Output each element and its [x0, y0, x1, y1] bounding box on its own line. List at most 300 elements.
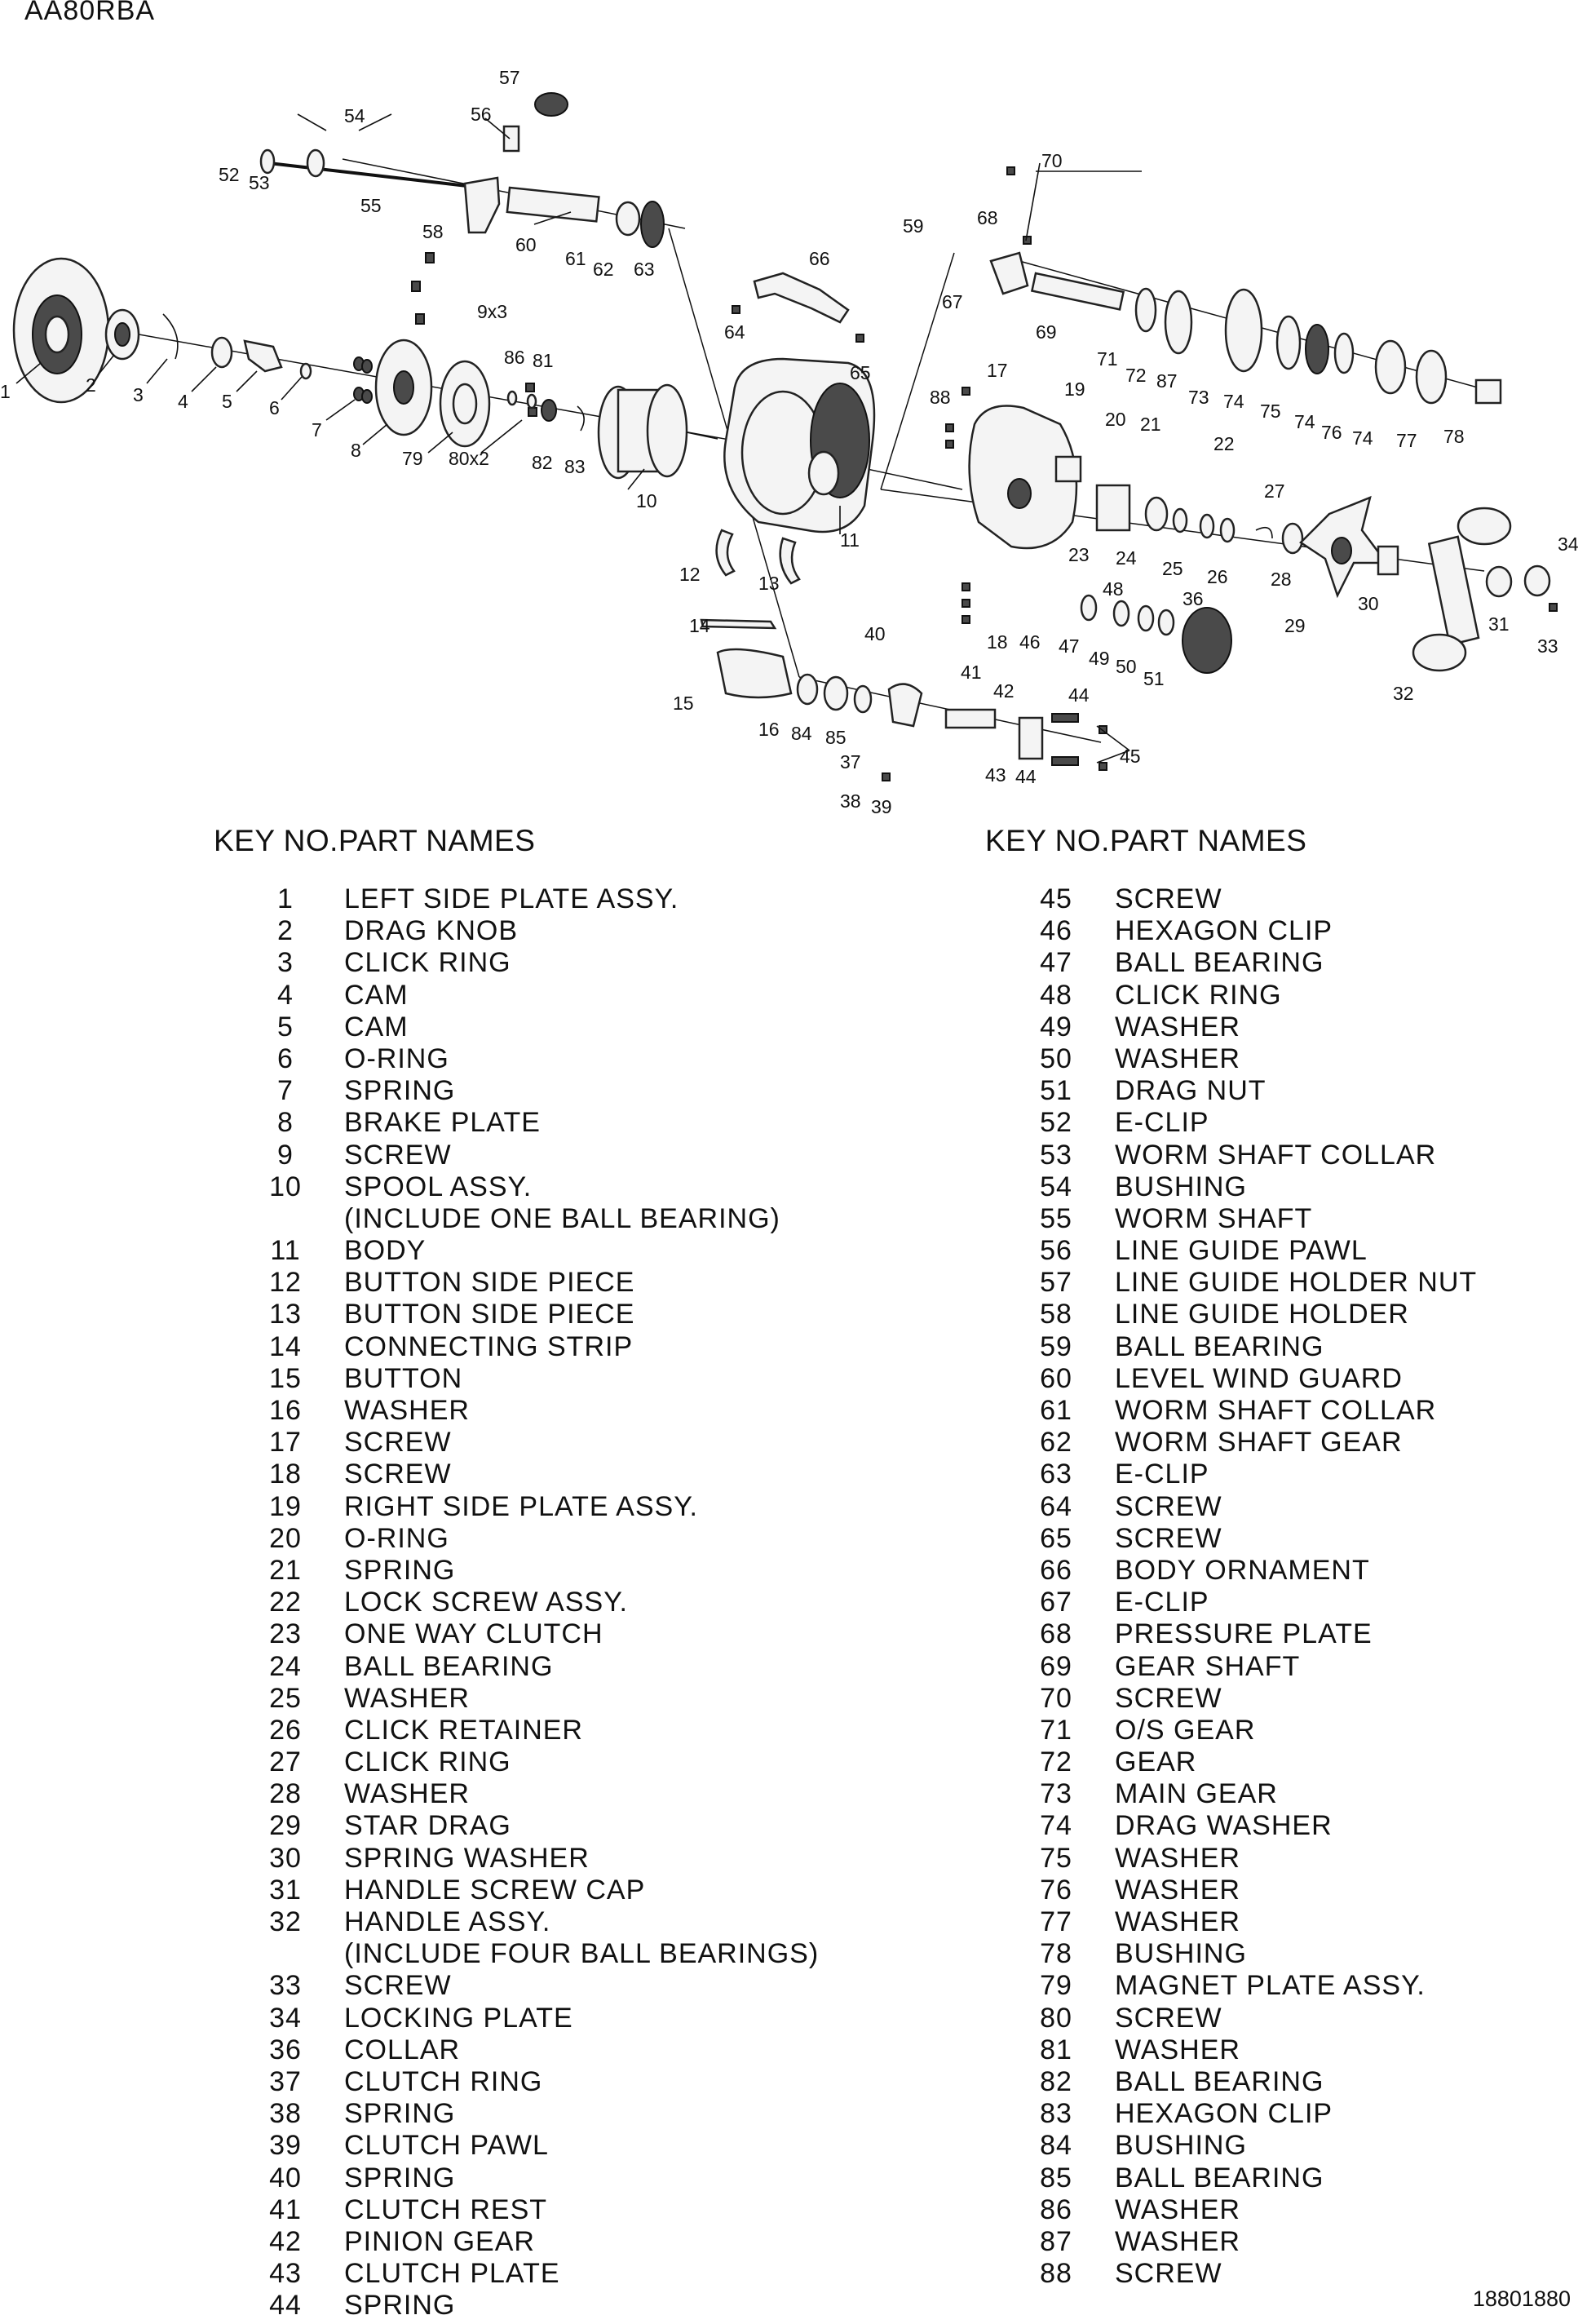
part-name: LOCK SCREW ASSY. — [344, 1587, 628, 1618]
diagram-label: 6 — [269, 397, 280, 418]
part-name: BALL BEARING — [1115, 2162, 1324, 2193]
diagram-label: 57 — [499, 67, 520, 88]
part-number: 64 — [1040, 1490, 1072, 1522]
part-screws-9 — [412, 253, 434, 324]
diagram-label: 1 — [0, 381, 11, 402]
diagram-label: 3 — [133, 384, 144, 405]
part-number: 13 — [269, 1299, 302, 1330]
part-number: 40 — [269, 2162, 302, 2193]
diagram-label: 85 — [825, 727, 847, 748]
part-name: WASHER — [1115, 1842, 1240, 1874]
part-drag-washers — [1277, 317, 1501, 403]
part-name: WASHER — [1115, 1011, 1240, 1042]
part-name: HANDLE ASSY. — [344, 1906, 551, 1937]
diagram-label: 53 — [249, 172, 270, 193]
part-number: 46 — [1040, 915, 1072, 947]
diagram-label: 48 — [1103, 578, 1124, 600]
part-number: 59 — [1040, 1330, 1072, 1362]
diagram-label: 68 — [977, 207, 998, 228]
part-name: LEFT SIDE PLATE ASSY. — [344, 883, 679, 914]
part-number: 32 — [269, 1906, 302, 1937]
part-name: LINE GUIDE HOLDER — [1115, 1299, 1409, 1330]
part-number: 27 — [269, 1746, 302, 1778]
diagram-label: 29 — [1284, 615, 1306, 636]
part-number: 47 — [1040, 947, 1072, 979]
part-drag-nut — [1183, 608, 1231, 673]
part-name: CONNECTING STRIP — [344, 1330, 634, 1362]
part-number: 69 — [1040, 1650, 1072, 1682]
diagram-label: 32 — [1393, 683, 1414, 704]
part-number: 29 — [269, 1810, 302, 1842]
part-name: BALL BEARING — [1115, 2065, 1324, 2097]
diagram-label: 49 — [1089, 648, 1110, 669]
part-number: 33 — [269, 1970, 302, 2002]
part-washers-81-86 — [508, 392, 536, 408]
part-name: BRAKE PLATE — [344, 1107, 541, 1139]
part-name: CLUTCH REST — [344, 2193, 548, 2225]
diagram-label: 78 — [1443, 426, 1465, 447]
part-o-ring — [301, 364, 311, 378]
diagram-label: 81 — [533, 350, 554, 371]
diagram-label: 65 — [850, 362, 871, 383]
part-number: 62 — [1040, 1427, 1072, 1459]
diagram-label: 63 — [634, 259, 655, 280]
diagram-label: 58 — [422, 221, 444, 242]
diagram-label: 25 — [1162, 558, 1183, 579]
diagram-label: 7 — [312, 419, 322, 440]
diagram-label: 45 — [1120, 746, 1141, 767]
part-washer-28 — [1283, 524, 1302, 553]
diagram-label: 51 — [1143, 668, 1165, 689]
part-number: 49 — [1040, 1011, 1072, 1042]
diagram-label: 22 — [1213, 433, 1235, 454]
part-cam-5 — [245, 341, 281, 371]
part-name: MAIN GEAR — [1115, 1778, 1278, 1810]
part-name: CLICK RING — [344, 1746, 511, 1778]
part-name: BUTTON — [344, 1362, 463, 1394]
diagram-label: 67 — [942, 291, 963, 312]
diagram-label: 37 — [840, 751, 861, 772]
part-number: 66 — [1040, 1554, 1072, 1586]
part-star-drag — [1301, 498, 1386, 595]
part-number: 1 — [277, 883, 294, 914]
part-number: 37 — [269, 2065, 302, 2097]
diagram-label: 73 — [1188, 387, 1209, 408]
diagram-label: 66 — [809, 248, 830, 269]
part-name: BUSHING — [1115, 2130, 1247, 2162]
part-name: HEXAGON CLIP — [1115, 2098, 1333, 2130]
part-number: 81 — [1040, 2034, 1072, 2065]
part-number: 77 — [1040, 1906, 1072, 1937]
part-number: 14 — [269, 1330, 302, 1362]
part-name: COLLAR — [344, 2034, 461, 2065]
part-name: BALL BEARING — [1115, 947, 1324, 979]
part-name: GEAR SHAFT — [1115, 1650, 1301, 1682]
part-number: 10 — [269, 1171, 302, 1202]
part-handle-screw-cap — [1487, 567, 1511, 596]
part-body — [724, 359, 874, 532]
part-washers-47-50 — [1081, 595, 1174, 635]
part-body-ornament — [754, 273, 848, 322]
diagram-label: 9x3 — [477, 301, 508, 322]
part-springs-7 — [354, 357, 372, 403]
diagram-label: 44 — [1015, 766, 1037, 787]
part-number: 55 — [1040, 1202, 1072, 1234]
part-number: 88 — [1040, 2258, 1072, 2290]
part-name: BODY ORNAMENT — [1115, 1554, 1370, 1586]
part-number: 3 — [277, 947, 294, 979]
diagram-label: 46 — [1019, 631, 1041, 653]
part-number: 18 — [269, 1459, 302, 1490]
part-number: 25 — [269, 1682, 302, 1714]
diagram-label: 86 — [504, 347, 525, 368]
part-number: 30 — [269, 1842, 302, 1874]
part-bearing-82 — [542, 400, 556, 421]
part-name: MAGNET PLATE ASSY. — [1115, 1970, 1426, 2002]
diagram-label: 71 — [1097, 348, 1118, 370]
part-name: BUSHING — [1115, 1171, 1247, 1202]
part-number: 44 — [269, 2290, 302, 2322]
part-number: 78 — [1040, 1938, 1072, 1970]
part-name: O-RING — [344, 1042, 449, 1074]
part-number: 51 — [1040, 1075, 1072, 1107]
part-number: 7 — [277, 1075, 294, 1107]
part-pressure-plate — [991, 253, 1028, 294]
part-note: (INCLUDE FOUR BALL BEARINGS) — [344, 1938, 820, 1970]
part-name: SCREW — [344, 1139, 452, 1171]
part-name: CLICK RETAINER — [344, 1714, 583, 1746]
diagram-label: 52 — [219, 164, 240, 185]
part-name: BALL BEARING — [1115, 1330, 1324, 1362]
part-name: SCREW — [1115, 2258, 1222, 2290]
part-name: HEXAGON CLIP — [1115, 915, 1333, 947]
diagram-label: 30 — [1358, 593, 1379, 614]
diagram-label: 27 — [1264, 480, 1285, 502]
part-number: 17 — [269, 1427, 302, 1459]
part-name: WASHER — [1115, 2193, 1240, 2225]
diagram-label: 16 — [758, 719, 780, 740]
diagram-label: 87 — [1156, 370, 1178, 392]
part-number: 60 — [1040, 1362, 1072, 1394]
part-name: SPRING — [344, 2290, 456, 2322]
document-number: 18801880 — [1472, 2286, 1571, 2311]
part-number: 53 — [1040, 1139, 1072, 1171]
diagram-label: 88 — [930, 387, 951, 408]
part-number: 42 — [269, 2225, 302, 2257]
part-button — [718, 649, 791, 697]
part-name: DRAG WASHER — [1115, 1810, 1333, 1842]
part-number: 15 — [269, 1362, 302, 1394]
part-name: CAM — [344, 979, 409, 1011]
part-number: 6 — [277, 1042, 294, 1074]
diagram-label: 75 — [1260, 401, 1281, 422]
part-number: 84 — [1040, 2130, 1072, 2162]
part-note: (INCLUDE ONE BALL BEARING) — [344, 1202, 780, 1234]
diagram-label: 64 — [724, 321, 745, 343]
part-number: 5 — [277, 1011, 294, 1042]
diagram-label: 83 — [564, 456, 586, 477]
part-number: 68 — [1040, 1618, 1072, 1650]
part-screw-33 — [1549, 604, 1557, 611]
part-name: SPRING — [344, 1554, 456, 1586]
parts-header-right: KEY NO.PART NAMES — [985, 824, 1307, 857]
diagram-label: 38 — [840, 790, 861, 812]
part-number: 4 — [277, 979, 294, 1011]
part-number: 11 — [270, 1235, 301, 1267]
diagram-label: 62 — [593, 259, 614, 280]
part-number: 38 — [269, 2098, 302, 2130]
part-number: 70 — [1040, 1682, 1072, 1714]
diagram-label: 55 — [360, 195, 382, 216]
part-connecting-strip — [701, 620, 775, 628]
part-number: 43 — [269, 2258, 302, 2290]
part-name: RIGHT SIDE PLATE ASSY. — [344, 1490, 698, 1522]
part-name: LOCKING PLATE — [344, 2002, 573, 2034]
part-name: WASHER — [344, 1395, 470, 1426]
part-number: 57 — [1040, 1267, 1072, 1299]
part-name: DRAG KNOB — [344, 915, 519, 947]
diagram-label: 19 — [1064, 378, 1085, 400]
part-name: CLUTCH PAWL — [344, 2130, 549, 2162]
parts-header-left: KEY NO.PART NAMES — [214, 824, 536, 857]
part-cam-4 — [212, 338, 232, 367]
diagram-label: 11 — [840, 529, 860, 551]
part-name: CLUTCH PLATE — [344, 2258, 560, 2290]
part-number: 58 — [1040, 1299, 1072, 1330]
part-name: E-CLIP — [1115, 1459, 1209, 1490]
part-name: LINE GUIDE HOLDER NUT — [1115, 1267, 1478, 1299]
part-name: SCREW — [1115, 1682, 1222, 1714]
part-name: WASHER — [1115, 1874, 1240, 1906]
diagram-label: 2 — [86, 374, 96, 396]
part-number: 54 — [1040, 1171, 1072, 1202]
part-name: SCREW — [1115, 1490, 1222, 1522]
part-number: 41 — [269, 2193, 302, 2225]
diagram-label: 82 — [532, 452, 553, 473]
diagram-label: 40 — [864, 623, 886, 644]
diagram-label: 4 — [178, 391, 188, 412]
part-number: 20 — [269, 1522, 302, 1554]
part-one-way-clutch — [1097, 485, 1129, 530]
exploded-parts-diagram — [0, 0, 1587, 816]
diagram-label: 13 — [758, 573, 780, 594]
diagram-label: 59 — [903, 215, 924, 237]
part-magnet-plate — [440, 361, 489, 446]
diagram-label: 47 — [1059, 635, 1080, 657]
diagram-label: 20 — [1105, 409, 1126, 430]
part-number: 76 — [1040, 1874, 1072, 1906]
part-name: PINION GEAR — [344, 2225, 535, 2257]
part-number: 16 — [269, 1395, 302, 1426]
part-number: 26 — [269, 1714, 302, 1746]
diagram-label: 18 — [987, 631, 1008, 653]
part-number: 45 — [1040, 883, 1072, 914]
diagram-label: 42 — [993, 680, 1015, 702]
part-name: SPOOL ASSY. — [344, 1171, 533, 1202]
part-name: LINE GUIDE PAWL — [1115, 1235, 1368, 1267]
part-name: SPRING — [344, 1075, 456, 1107]
diagram-label: 79 — [402, 448, 423, 469]
part-number: 24 — [269, 1650, 302, 1682]
part-small-washers-25-27 — [1174, 509, 1272, 542]
part-name: CAM — [344, 1011, 409, 1042]
part-number: 12 — [269, 1267, 302, 1299]
diagram-label: 39 — [871, 796, 892, 816]
part-number: 79 — [1040, 1970, 1072, 2002]
part-springs-44 — [1052, 714, 1078, 765]
part-name: ONE WAY CLUTCH — [344, 1618, 603, 1650]
part-name: LEVEL WIND GUARD — [1115, 1362, 1403, 1394]
part-name: SCREW — [1115, 2002, 1222, 2034]
part-number: 9 — [277, 1139, 294, 1171]
part-number: 19 — [269, 1490, 302, 1522]
part-name: CLUTCH RING — [344, 2065, 543, 2097]
part-number: 73 — [1040, 1778, 1072, 1810]
model-code: AA80RBA — [24, 0, 156, 26]
diagram-label: 54 — [344, 105, 365, 126]
diagram-label: 23 — [1068, 544, 1090, 565]
part-name: GEAR — [1115, 1746, 1197, 1778]
part-gear-shaft-69 — [1032, 273, 1123, 309]
part-number: 8 — [277, 1107, 294, 1139]
diagram-label: 84 — [791, 723, 812, 744]
part-number: 22 — [269, 1587, 302, 1618]
diagram-label: 34 — [1558, 533, 1579, 555]
diagram-label: 28 — [1271, 569, 1292, 590]
part-name: SPRING — [344, 2162, 456, 2193]
part-number: 86 — [1040, 2193, 1072, 2225]
part-name: SCREW — [344, 1427, 452, 1459]
part-locking-plate — [1525, 566, 1549, 595]
part-name: WASHER — [1115, 2034, 1240, 2065]
part-number: 82 — [1040, 2065, 1072, 2097]
diagram-label: 14 — [689, 615, 710, 636]
part-name: CLICK RING — [344, 947, 511, 979]
part-number: 34 — [269, 2002, 302, 2034]
diagram-label: 5 — [222, 391, 232, 412]
part-name: BUSHING — [1115, 1938, 1247, 1970]
diagram-label: 26 — [1207, 566, 1228, 587]
part-name: BUTTON SIDE PIECE — [344, 1299, 635, 1330]
part-name: O-RING — [344, 1522, 449, 1554]
part-name: SCREW — [344, 1970, 452, 2002]
part-number: 2 — [277, 915, 294, 947]
part-name: WORM SHAFT GEAR — [1115, 1427, 1403, 1459]
diagram-label: 43 — [985, 764, 1006, 786]
part-number: 50 — [1040, 1042, 1072, 1074]
part-name: PRESSURE PLATE — [1115, 1618, 1373, 1650]
diagram-label: 36 — [1183, 588, 1204, 609]
part-name: BALL BEARING — [344, 1650, 554, 1682]
diagram-label: 56 — [471, 104, 492, 125]
part-name: WORM SHAFT — [1115, 1202, 1313, 1234]
part-name: SCREW — [1115, 1522, 1222, 1554]
part-name: CLICK RING — [1115, 979, 1282, 1011]
diagram-label: 77 — [1396, 430, 1417, 451]
part-name: SPRING — [344, 2098, 456, 2130]
diagram-label: 74 — [1294, 411, 1315, 432]
part-number: 67 — [1040, 1587, 1072, 1618]
part-name: WASHER — [344, 1778, 470, 1810]
diagram-label: 10 — [636, 490, 657, 511]
part-number: 28 — [269, 1778, 302, 1810]
part-name: WORM SHAFT COLLAR — [1115, 1139, 1437, 1171]
part-number: 21 — [269, 1554, 302, 1586]
part-name: SCREW — [1115, 883, 1222, 914]
diagram-label: 41 — [961, 662, 982, 683]
part-name: E-CLIP — [1115, 1587, 1209, 1618]
diagram-label: 70 — [1041, 150, 1063, 171]
diagram-label: 74 — [1223, 391, 1244, 412]
part-right-side-plate — [970, 406, 1081, 549]
diagram-label: 24 — [1116, 547, 1137, 569]
part-number: 71 — [1040, 1714, 1072, 1746]
part-number: 39 — [269, 2130, 302, 2162]
part-number: 74 — [1040, 1810, 1072, 1842]
diagram-label: 12 — [679, 564, 701, 585]
diagram-label: 72 — [1125, 365, 1147, 386]
part-name: BODY — [344, 1235, 427, 1267]
part-name: SCREW — [344, 1459, 452, 1490]
part-number: 31 — [269, 1874, 302, 1906]
part-hexagon-clip-83 — [577, 406, 584, 431]
diagram-label: 31 — [1488, 613, 1510, 635]
part-number: 61 — [1040, 1395, 1072, 1426]
part-click-ring-3 — [163, 314, 178, 359]
part-name: WASHER — [1115, 1906, 1240, 1937]
diagram-label: 8 — [351, 440, 361, 461]
part-name: HANDLE SCREW CAP — [344, 1874, 646, 1906]
diagram-label: 44 — [1068, 684, 1090, 706]
part-bearing-24 — [1146, 498, 1167, 530]
part-number: 23 — [269, 1618, 302, 1650]
part-name: SPRING WASHER — [344, 1842, 590, 1874]
diagram-label: 76 — [1321, 422, 1342, 443]
part-name: WASHER — [1115, 2225, 1240, 2257]
part-name: DRAG NUT — [1115, 1075, 1267, 1107]
part-number: 56 — [1040, 1235, 1072, 1267]
part-brake-plate — [376, 340, 431, 435]
part-number: 48 — [1040, 979, 1072, 1011]
diagram-label: 80x2 — [449, 448, 489, 469]
diagram-label: 50 — [1116, 656, 1137, 677]
part-name: BUTTON SIDE PIECE — [344, 1267, 635, 1299]
part-number: 75 — [1040, 1842, 1072, 1874]
diagram-label: 74 — [1352, 427, 1373, 449]
part-name: WASHER — [344, 1682, 470, 1714]
part-number: 63 — [1040, 1459, 1072, 1490]
diagram-label: 60 — [515, 234, 537, 255]
diagram-label: 69 — [1036, 321, 1057, 343]
part-drag-knob — [106, 310, 139, 359]
part-number: 52 — [1040, 1107, 1072, 1139]
part-number: 65 — [1040, 1522, 1072, 1554]
part-name: WASHER — [1115, 1042, 1240, 1074]
part-number: 72 — [1040, 1746, 1072, 1778]
part-number: 85 — [1040, 2162, 1072, 2193]
part-number: 83 — [1040, 2098, 1072, 2130]
part-spring-washer — [1378, 547, 1398, 574]
part-number: 80 — [1040, 2002, 1072, 2034]
part-name: WORM SHAFT COLLAR — [1115, 1395, 1437, 1426]
part-number: 36 — [269, 2034, 302, 2065]
diagram-label: 61 — [565, 248, 586, 269]
diagram-label: 17 — [987, 360, 1008, 381]
part-number: 87 — [1040, 2225, 1072, 2257]
part-gears-71-73 — [1136, 289, 1262, 371]
part-name: O/S GEAR — [1115, 1714, 1256, 1746]
diagram-label: 21 — [1140, 414, 1161, 435]
